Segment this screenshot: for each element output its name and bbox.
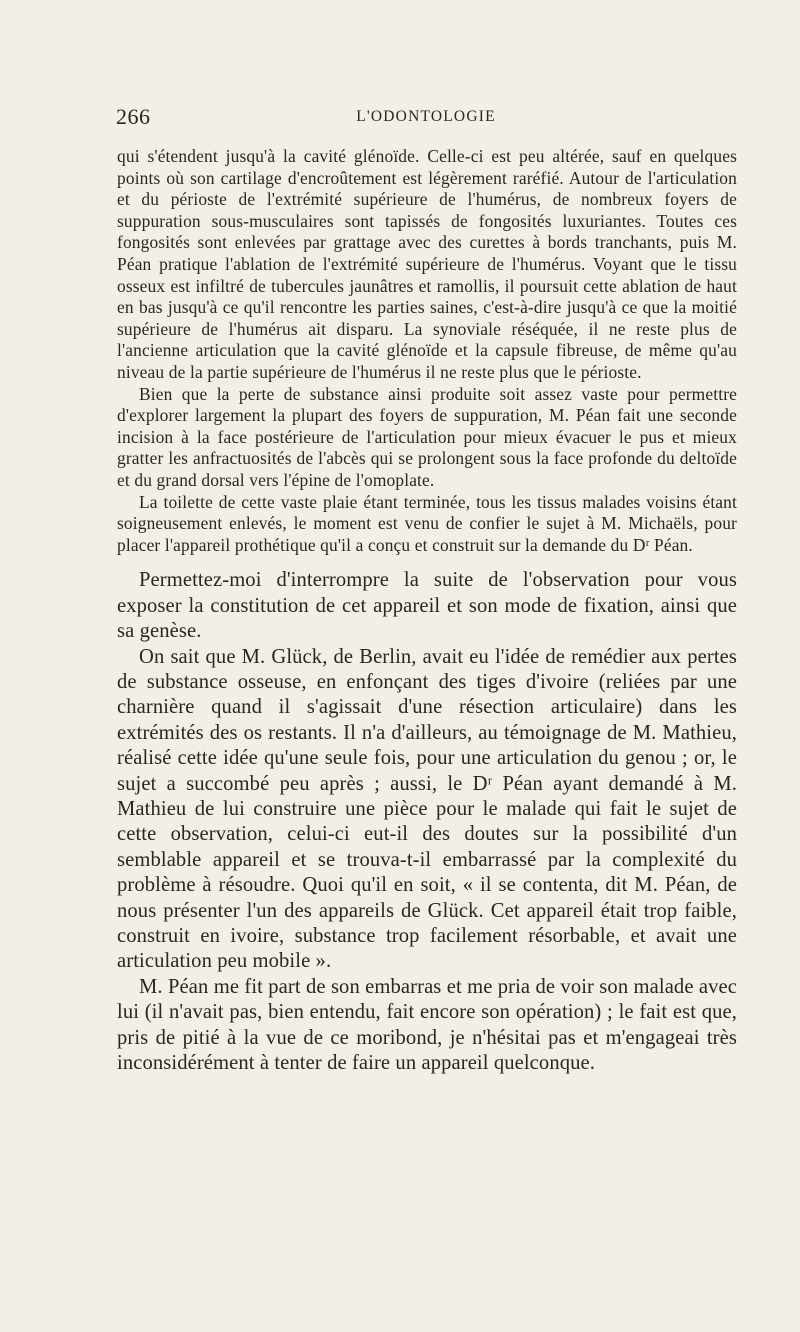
paragraph-interruption: Permettez-moi d'interrompre la suite de l'observation pour vous exposer la constitution de cet appareil et son mode de fixation, ainsi que sa genèse. (117, 569, 737, 643)
paragraph-second-incision: Bien que la perte de substance ainsi produite soit assez vaste pour permettre d'explorer largement la plupart des foyers de suppuration, M. Péan fait une seconde incision à la face postérieure de l'articulation pour mieux évacuer le pus et mieux gratter les anfractuosités de l'abcès qui se prolongent sous la face profonde du deltoïde et du grand dorsal vers l'épine de l'omoplate. (117, 383, 737, 490)
page-header (116, 104, 736, 134)
page-number: 266 (116, 104, 151, 129)
paragraph-wound-toilette: La toilette de cette vaste plaie étant terminée, tous les tissus malades voisins étant soigneusement enlevés, le moment est venu de confier le sujet à M. Michaëls, pour placer l'appareil prothétique qu'il a conçu et construit sur la demande du Dʳ Péan. (117, 491, 737, 555)
section-gap (117, 556, 737, 568)
paragraph-pean-request: M. Péan me fit part de son embarras et me pria de voir son malade avec lui (il n'avait pas, bien entendu, fait encore son opération) ; le fait est que, pris de pitié à la vue de ce moribond, je n'hésitai pas et m'engageai très inconsidérément à tenter de faire un appareil quelconque. (117, 975, 737, 1074)
page-body (117, 146, 737, 1076)
running-title: L'ODONTOLOGIE (356, 108, 496, 125)
paragraph-gluck-history: On sait que M. Glück, de Berlin, avait eu l'idée de remédier aux pertes de substance osseuse, en enfonçant des tiges d'ivoire (reliées par une charnière quand il s'agissait d'une résection articulaire) dans les extrémités des os restants. Il n'a d'ailleurs, au témoignage de M. Mathieu, réalisé cette idée qu'une seule fois, pour une articulation du genou ; or, le sujet a succombé peu après ; aussi, le Dʳ Péan ayant demandé à M. Mathieu de lui construire une pièce pour le malade qui fait le sujet de cette observation, celui-ci eut-il des doutes sur la possibilité d'un semblable appareil et se trouva-t-il embarrassé par la complexité du problème à résoudre. Quoi qu'il en soit, « il se contenta, dit M. Péan, de nous présenter l'un des appareils de Glück. Cet appareil était trop faible, construit en ivoire, substance trop facilement résorbable, et avait une articulation peu mobile ». (117, 645, 737, 973)
paragraph-resection-description: qui s'étendent jusqu'à la cavité glénoïde. Celle-ci est peu altérée, sauf en quelques points où son cartilage d'encroûtement est légèrement raréfié. Autour de l'articulation et du périoste de l'extrémité supérieure de l'humérus, de nombreux foyers de suppuration sous-musculaires sont tapissés de fongosités luxuriantes. Toutes ces fongosités sont enlevées par grattage avec des curettes à bords tranchants, puis M. Péan pratique l'ablation de l'extrémité supérieure de l'humérus. Voyant que le tissu osseux est infiltré de tubercules jaunâtres et ramollis, il poursuit cette ablation de haut en bas jusqu'à ce qu'il rencontre les parties saines, c'est-à-dire jusqu'à ce que la moitié supérieure de l'humérus ait disparu. La synoviale réséquée, il ne reste plus de l'ancienne articulation que la cavité glénoïde et la capsule fibreuse, de même qu'au niveau de la partie supérieure de l'humérus il ne reste plus que le périoste. (117, 146, 737, 382)
